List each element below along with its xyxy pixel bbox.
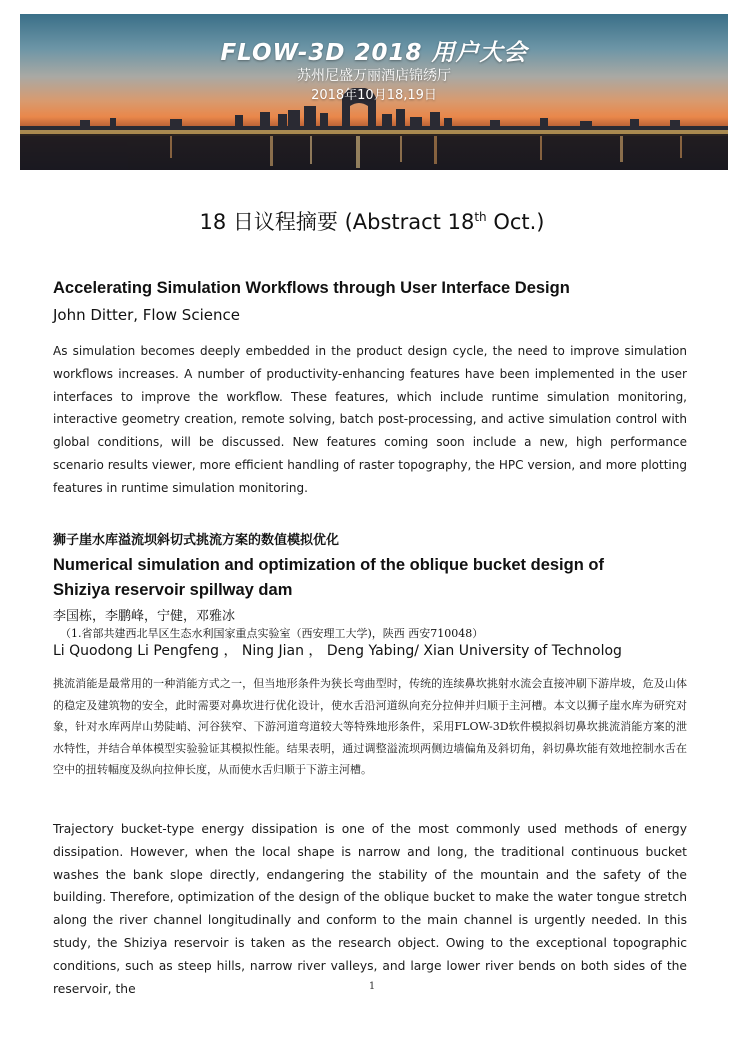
- abstract2-title-en-line2: Shiziya reservoir spillway dam: [53, 581, 293, 599]
- banner-venue: 苏州尼盛万丽酒店锦绣厅: [297, 68, 451, 84]
- banner-title: FLOW-3D 2018 用户大会: [220, 40, 528, 66]
- abstract2-body-en: Trajectory bucket-type energy dissipation is one of the most commonly used methods of energy dissipation. However, when the local shape is narrow and long, the traditional continuous bucket washes the bank slope directly, endangering the stability of the mountain and the safety of the building. Therefore, optimization of the design of the oblique bucket to make the water tongue stretch along the river channel longitudinally and conform to the main channel is urgently needed. In this study, the Shiziya reservoir is taken as the research object. Owing to the exceptional topographic conditions, such as steep hills, narrow river valleys, and large lower river bends on both sides of the reservoir, the: [53, 822, 687, 996]
- abstract2-body-zh: 挑流消能是最常用的一种消能方式之一，但当地形条件为狭长弯曲型时，传统的连续鼻坎挑射水流会直接冲刷下游岸坡，危及山体的稳定及建筑物的安全，此时需要对鼻坎进行优化设计，使水舌沿河道纵向充分拉伸并归顺于主河槽。本文以狮子崖水库为研究对象，针对水库两岸山势陡峭、河谷狭窄、下游河道弯道较大等特殊地形条件，采用FLOW-3D软件模拟斜切鼻坎挑流消能方案的泄水特性，并结合单体模型实验验证其模拟性能。结果表明，通过调整溢流坝两侧边墙偏角及斜切角，斜切鼻坎能有效地控制水舌在空中的扭转幅度及纵向拉伸长度，从而使水舌归顺于下游主河槽。: [53, 677, 687, 776]
- page-title-superscript: th: [474, 210, 487, 224]
- abstract2-title-zh: 狮子崖水库溢流坝斜切式挑流方案的数值模拟优化: [53, 533, 340, 548]
- page-title: [0, 206, 744, 236]
- header-banner-image: [20, 14, 728, 170]
- page-title-suffix: Oct.): [486, 210, 545, 234]
- abstract2-authors-zh: 李国栋，李鹏峰，宁健，邓雅冰: [53, 609, 236, 624]
- abstract2-authors-en: Li Quodong Li Pengfeng ， Ning Jian ， Deng Yabing/ Xian University of Technolog: [53, 643, 622, 659]
- page-number: 1: [368, 981, 376, 992]
- abstract1-body: As simulation becomes deeply embedded in the product design cycle, the need to improve simulation workflows increases. A number of productivity-enhancing features have been implemented in the user interfaces to improve the workflow. These features, which include runtime simulation monitoring, interactive geometry creation, remote solving, batch post-processing, and active simulation control with global conditions, will be discussed. New features coming soon include a new, high performance scenario results viewer, more efficient handling of raster topography, the HPC version, and more plotting features in runtime simulation monitoring.: [53, 344, 687, 495]
- banner-date: 2018年10月18,19日: [311, 88, 437, 103]
- abstract2-affiliation: （1.省部共建西北旱区生态水利国家重点实验室（西安理工大学)，陕西 西安710048）: [60, 627, 484, 640]
- abstract1-title: Accelerating Simulation Workflows through User Interface Design: [53, 279, 570, 297]
- page-title-prefix: 18 日议程摘要 (Abstract 18: [199, 210, 475, 234]
- abstract2-title-en-line1: Numerical simulation and optimization of the oblique bucket design of: [53, 556, 604, 574]
- abstract1-author: John Ditter, Flow Science: [53, 306, 240, 324]
